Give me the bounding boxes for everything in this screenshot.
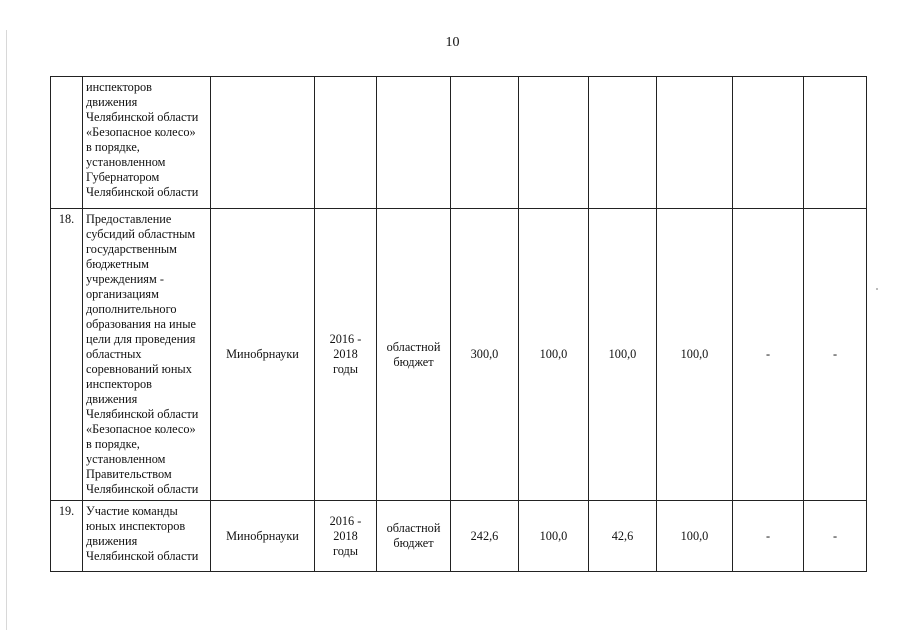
activity-description: Предоставление субсидий областным государственным бюджетным учреждениям - организациям дополнительного образования на иные цели для проведения областных соревнований юных инспекторов движения Челябинской области «Безопасное колесо» в порядке, установленном Правительством Челябинской области [83,209,211,501]
funding-source-cell: областной бюджет [377,209,451,501]
year-2016-amount-cell: 100,0 [519,501,589,572]
row-number [51,77,83,209]
year-2016-amount-cell [519,77,589,209]
row-number: 19. [51,501,83,572]
activity-description: инспекторов движения Челябинской области «Безопасное колесо» в порядке, установленном Губернатором Челябинской области [83,77,211,209]
year-2016-amount-cell: 100,0 [519,209,589,501]
executor-cell [211,77,315,209]
year-2018-amount-cell: 100,0 [657,209,733,501]
year-2018-amount-cell [657,77,733,209]
table-row [51,209,867,501]
executor-cell: Минобрнауки [211,209,315,501]
left-margin-rule [6,30,7,630]
table-row [51,501,867,572]
page-number: 10 [445,35,460,50]
column-10-cell [733,77,804,209]
total-amount-cell: 242,6 [451,501,519,572]
column-10-cell: - [733,209,804,501]
period-cell: 2016 - 2018 годы [315,501,377,572]
column-11-cell: - [804,501,867,572]
year-2017-amount-cell: 42,6 [589,501,657,572]
program-activities-table [50,76,867,572]
table-row [51,77,867,209]
year-2017-amount-cell: 100,0 [589,209,657,501]
column-10-cell: - [733,501,804,572]
scan-speck [876,288,878,290]
total-amount-cell: 300,0 [451,209,519,501]
funding-source-cell: областной бюджет [377,501,451,572]
total-amount-cell [451,77,519,209]
row-number: 18. [51,209,83,501]
year-2018-amount-cell: 100,0 [657,501,733,572]
column-11-cell: - [804,209,867,501]
year-2017-amount-cell [589,77,657,209]
period-cell: 2016 - 2018 годы [315,209,377,501]
activity-description: Участие команды юных инспекторов движения Челябинской области [83,501,211,572]
executor-cell: Минобрнауки [211,501,315,572]
funding-source-cell [377,77,451,209]
column-11-cell [804,77,867,209]
period-cell [315,77,377,209]
